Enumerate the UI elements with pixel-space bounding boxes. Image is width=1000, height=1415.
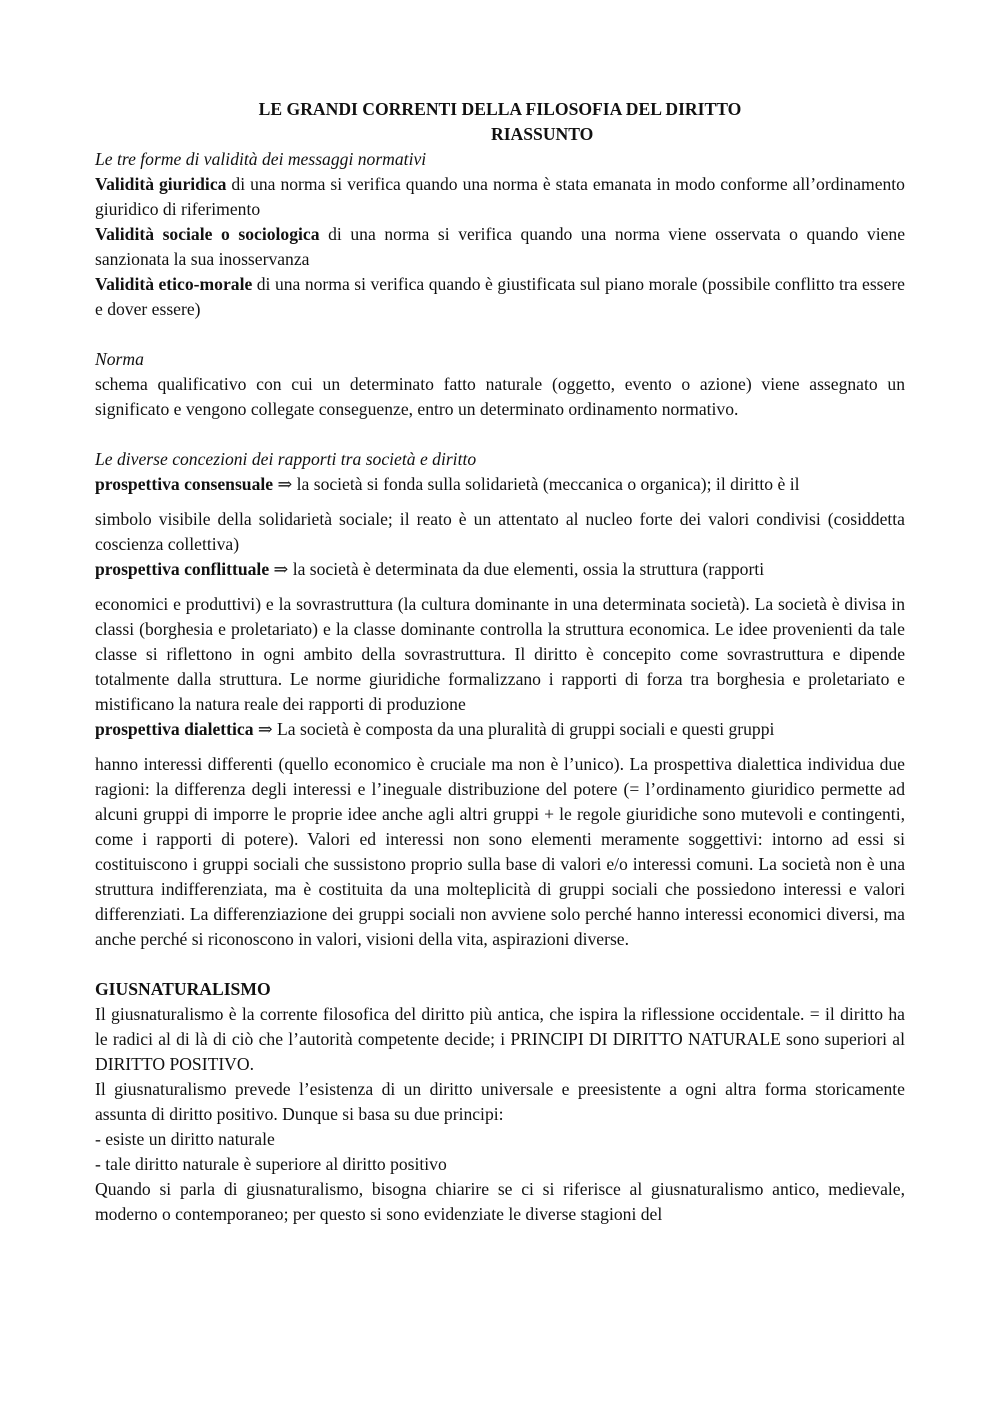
- paragraph-giusnaturalismo-3: Quando si parla di giusnaturalismo, bisogna chiarire se ci si riferisce al giusnaturalismo antico, medievale, moderno o contemporaneo; per questo si sono evidenziate le diverse stagioni del: [95, 1179, 905, 1224]
- definition: La società è composta da una pluralità di gruppi sociali e questi gruppi: [277, 719, 775, 739]
- paragraph-validita-giuridica: [95, 172, 905, 222]
- paragraph-conflittuale-first: [95, 557, 905, 582]
- arrow-symbol: ⇒: [273, 474, 297, 494]
- list-item: - esiste un diritto naturale: [95, 1129, 275, 1149]
- page-subtitle: RIASSUNTO: [491, 124, 594, 144]
- section-heading-concezioni: Le diverse concezioni dei rapporti tra società e diritto: [95, 449, 477, 469]
- definition: la società è determinata da due elementi, ossia la struttura (rapporti: [292, 559, 765, 579]
- section-heading-norma: Norma: [95, 349, 144, 369]
- paragraph-giusnaturalismo-1: Il giusnaturalismo è la corrente filosofica del diritto più antica, che ispira la riflessione occidentale. = il diritto ha le radici al di là di ciò che l’autorità competente decide; i PRINCIPI DI DIRITTO NATURALE sono superiori al DIRITTO POSITIVO.: [95, 1004, 905, 1074]
- paragraph-consensuale-first: [95, 472, 905, 497]
- page-title: LE GRANDI CORRENTI DELLA FILOSOFIA DEL DIRITTO: [258, 99, 742, 119]
- document-body: [95, 97, 905, 1227]
- definition: la società si fonda sulla solidarietà (meccanica o organica); il diritto è il: [296, 474, 800, 494]
- definition: di una norma si verifica quando è giustificata sul piano morale (possibile conflitto tra essere e dover essere): [95, 274, 905, 319]
- paragraph-giusnaturalismo-2: Il giusnaturalismo prevede l’esistenza di un diritto universale e preesistente a ogni altra forma storicamente assunta di diritto positivo. Dunque si basa su due principi:: [95, 1079, 905, 1124]
- definition: di una norma si verifica quando una norma viene osservata o quando viene sanzionata la sua inosservanza: [95, 224, 905, 269]
- arrow-symbol: ⇒: [253, 719, 278, 739]
- paragraph-validita-etico-morale: [95, 272, 905, 322]
- term: Validità sociale o sociologica: [95, 224, 320, 244]
- heading-text: GIUSNATURALISMO: [95, 979, 271, 999]
- spacer: [95, 952, 905, 977]
- paragraph-norma: schema qualificativo con cui un determinato fatto naturale (oggetto, evento o azione) viene assegnato un significato e vengono collegate conseguenze, entro un determinato ordinamento normativo.: [95, 374, 905, 419]
- paragraph-dialettica-rest: hanno interessi differenti (quello economico è cruciale ma non è l’unico). La prospettiva dialettica individua due ragioni: la differenza degli interessi e l’ineguale distribuzione del potere (= l’ordinamento giuridico permette ad alcuni gruppi di imporre le proprie idee anche agli altri gruppi + le regole giuridiche sono mutevoli e contingenti, come i rapporti di potere). Valori ed interessi non sono elementi meramente soggettivi: intorno ad essi si costituiscono i gruppi sociali che sussistono proprio sulla base di valori e/o interessi comuni. La società non è una struttura indifferenziata, ma è costituita da una molteplicità di gruppi sociali che possiedono interessi e valori differenziati. La differenziazione dei gruppi sociali non avviene solo perché hanno interessi economici diversi, ma anche perché si riconoscono in valori, visioni della vita, aspirazioni diverse.: [95, 754, 905, 949]
- spacer: [95, 322, 905, 347]
- term: prospettiva consensuale: [95, 474, 274, 494]
- arrow-symbol: ⇒: [269, 559, 293, 579]
- list-item: - tale diritto naturale è superiore al diritto positivo: [95, 1154, 447, 1174]
- term: prospettiva conflittuale: [95, 559, 270, 579]
- definition: di una norma si verifica quando una norma è stata emanata in modo conforme all’ordinamento giuridico di riferimento: [95, 174, 905, 219]
- section-heading-giusnaturalismo: [95, 977, 905, 1002]
- term: prospettiva dialettica: [95, 719, 254, 739]
- paragraph-conflittuale-rest: economici e produttivi) e la sovrastruttura (la cultura dominante in una determinata società). La società è divisa in classi (borghesia e proletariato) e la classe dominante controlla la struttura economica. Le idee provenienti da tale classe si riflettono in ogni ambito della sovrastruttura. Il diritto è concepito come sovrastruttura e dipende totalmente dalla struttura. Le norme giuridiche formalizzano i rapporti di forza tra borghesia e proletariato e mistificano la natura reale dei rapporti di produzione: [95, 594, 905, 714]
- spacer: [95, 422, 905, 447]
- term: Validità etico-morale: [95, 274, 253, 294]
- paragraph-consensuale-rest: simbolo visibile della solidarietà sociale; il reato è un attentato al nucleo forte dei valori condivisi (cosiddetta coscienza collettiva): [95, 509, 905, 554]
- paragraph-dialettica-first: [95, 717, 905, 742]
- term: Validità giuridica: [95, 174, 227, 194]
- paragraph-validita-sociale: [95, 222, 905, 272]
- section-heading-validita: Le tre forme di validità dei messaggi normativi: [95, 149, 427, 169]
